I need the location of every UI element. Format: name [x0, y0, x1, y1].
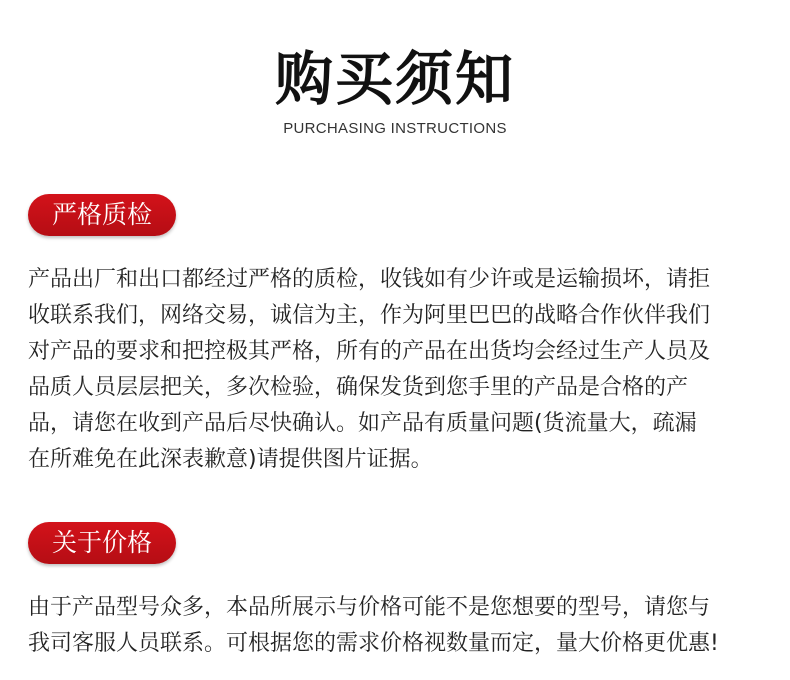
section-label-quality: 严格质检	[28, 194, 176, 236]
text-line: 品，请您在收到产品后尽快确认。如产品有质量问题(货流量大，疏漏	[28, 411, 697, 436]
text-line: 我司客服人员联系。可根据您的需求价格视数量而定，量大价格更优惠!	[28, 631, 719, 656]
text-line: 收联系我们，网络交易，诚信为主，作为阿里巴巴的战略合作伙伴我们	[28, 303, 711, 328]
section-body-quality	[28, 262, 768, 478]
page-subtitle: PURCHASING INSTRUCTIONS	[283, 120, 507, 137]
section-body-pricing	[28, 590, 768, 662]
text-line: 由于产品型号众多，本品所展示与价格可能不是您想要的型号，请您与	[28, 595, 711, 620]
text-line: 对产品的要求和把控极其严格，所有的产品在出货均会经过生产人员及	[28, 339, 711, 364]
text-line: 产品出厂和出口都经过严格的质检，收钱如有少许或是运输损坏，请拒	[28, 267, 711, 292]
text-line: 品质人员层层把关，多次检验，确保发货到您手里的产品是合格的产	[28, 375, 689, 400]
section-quality-inspection	[28, 194, 768, 478]
section-label-pricing: 关于价格	[28, 522, 176, 564]
page-header	[0, 42, 790, 137]
page-title: 购买须知	[274, 45, 515, 113]
text-line: 在所难免在此深表歉意)请提供图片证据。	[28, 447, 433, 472]
section-pricing	[28, 522, 768, 662]
